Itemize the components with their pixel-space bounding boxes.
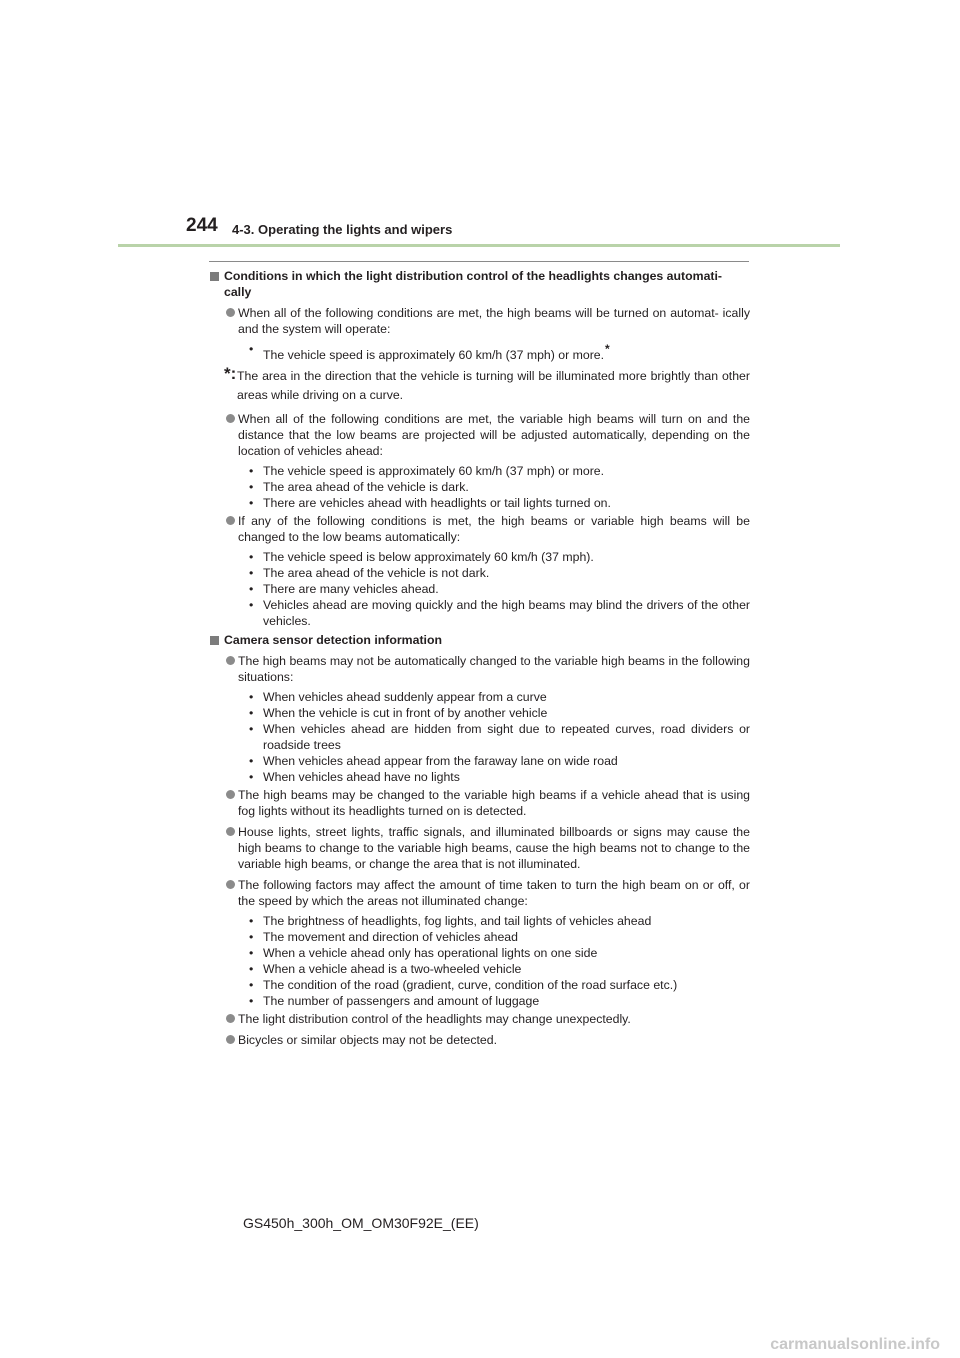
circle-bullet-icon — [226, 414, 235, 423]
section-heading-text: Conditions in which the light distribution control of the headlights changes automati- cally — [224, 269, 723, 299]
paragraph-text: The light distribution control of the headlights may change unexpectedly. — [238, 1012, 631, 1026]
paragraph — [228, 513, 750, 629]
paragraph-text: House lights, street lights, traffic signals, and illuminated billboards or signs may cause the high beams to change to the variable high beams, cause the high beams not to change to the variable high beams, or change the area that is not illuminated. — [238, 825, 750, 871]
list-item: • The vehicle speed is below approximately 60 km/h (37 mph). — [249, 549, 750, 565]
paragraph — [228, 1032, 750, 1048]
paragraph — [228, 824, 750, 872]
list-item: • When vehicles ahead suddenly appear from a curve — [249, 689, 750, 705]
list-item: • The brightness of headlights, fog lights, and tail lights of vehicles ahead — [249, 913, 750, 929]
paragraph — [228, 305, 750, 363]
paragraph — [228, 877, 750, 1009]
paragraph — [228, 787, 750, 819]
list-item: • When vehicles ahead appear from the faraway lane on wide road — [249, 753, 750, 769]
square-bullet-icon — [210, 272, 219, 281]
watermark: carmanualsonline.info — [770, 1336, 940, 1353]
page-number: 244 — [186, 215, 218, 236]
paragraph-text: The following factors may affect the amount of time taken to turn the high beam on or off, or the speed by which the areas not illuminated change: — [238, 878, 750, 908]
paragraph — [228, 411, 750, 511]
section-divider — [209, 261, 749, 262]
square-bullet-icon — [210, 636, 219, 645]
list-item: • When the vehicle is cut in front of by another vehicle — [249, 705, 750, 721]
circle-bullet-icon — [226, 880, 235, 889]
section-heading-text: Camera sensor detection information — [224, 633, 442, 647]
section-heading-camera — [210, 632, 750, 648]
paragraph-text: When all of the following conditions are met, the variable high beams will turn on and the distance that the low beams are projected will be adjusted automatically, depending on the location of vehicles ahead: — [238, 412, 750, 458]
list-item: • When a vehicle ahead only has operational lights on one side — [249, 945, 750, 961]
list-item: • The movement and direction of vehicles ahead — [249, 929, 750, 945]
circle-bullet-icon — [226, 516, 235, 525]
list-item: • Vehicles ahead are moving quickly and the high beams may blind the drivers of the other vehicles. — [249, 597, 750, 629]
paragraph — [228, 1011, 750, 1027]
footnote-text: The area in the direction that the vehicle is turning will be illuminated more brightly than other areas while driving on a curve. — [237, 369, 750, 402]
paragraph-text: The high beams may not be automatically changed to the variable high beams in the following situations: — [238, 654, 750, 684]
footnote-mark: *: — [224, 364, 237, 383]
paragraph-text: If any of the following conditions is met, the high beams or variable high beams will be changed to the low beams automatically: — [238, 514, 750, 544]
circle-bullet-icon — [226, 827, 235, 836]
bullet-list — [238, 549, 750, 629]
list-item: • The condition of the road (gradient, curve, condition of the road surface etc.) — [249, 977, 750, 993]
footnote — [224, 364, 750, 405]
page-content — [210, 268, 750, 1050]
circle-bullet-icon — [226, 1014, 235, 1023]
bullet-list — [238, 341, 750, 363]
section-heading-conditions — [210, 268, 750, 300]
paragraph — [228, 653, 750, 785]
header-rule — [118, 244, 840, 247]
list-item: • There are vehicles ahead with headlights or tail lights turned on. — [249, 495, 750, 511]
footnote-marker: * — [605, 342, 610, 356]
circle-bullet-icon — [226, 308, 235, 317]
paragraph-text: Bicycles or similar objects may not be detected. — [238, 1033, 498, 1047]
list-item: • There are many vehicles ahead. — [249, 581, 750, 597]
circle-bullet-icon — [226, 656, 235, 665]
circle-bullet-icon — [226, 1035, 235, 1044]
list-item: • The area ahead of the vehicle is dark. — [249, 479, 750, 495]
paragraph-text: The high beams may be changed to the variable high beams if a vehicle ahead that is using fog lights without its headlights turned on is detected. — [238, 788, 750, 818]
list-item: • The area ahead of the vehicle is not dark. — [249, 565, 750, 581]
paragraph-text: When all of the following conditions are met, the high beams will be turned on automat- ically and the system will operate: — [238, 306, 750, 336]
list-item: • The number of passengers and amount of luggage — [249, 993, 750, 1009]
chapter-title: 4-3. Operating the lights and wipers — [232, 222, 453, 237]
list-item: • When vehicles ahead are hidden from sight due to repeated curves, road dividers or roadside trees — [249, 721, 750, 753]
document-code: GS450h_300h_OM_OM30F92E_(EE) — [243, 1215, 479, 1231]
bullet-list — [238, 913, 750, 1009]
list-item: • When a vehicle ahead is a two-wheeled vehicle — [249, 961, 750, 977]
list-item: • The vehicle speed is approximately 60 km/h (37 mph) or more.* — [249, 341, 750, 363]
list-item: • The vehicle speed is approximately 60 km/h (37 mph) or more. — [249, 463, 750, 479]
bullet-list — [238, 689, 750, 785]
bullet-list — [238, 463, 750, 511]
circle-bullet-icon — [226, 790, 235, 799]
list-item: • When vehicles ahead have no lights — [249, 769, 750, 785]
